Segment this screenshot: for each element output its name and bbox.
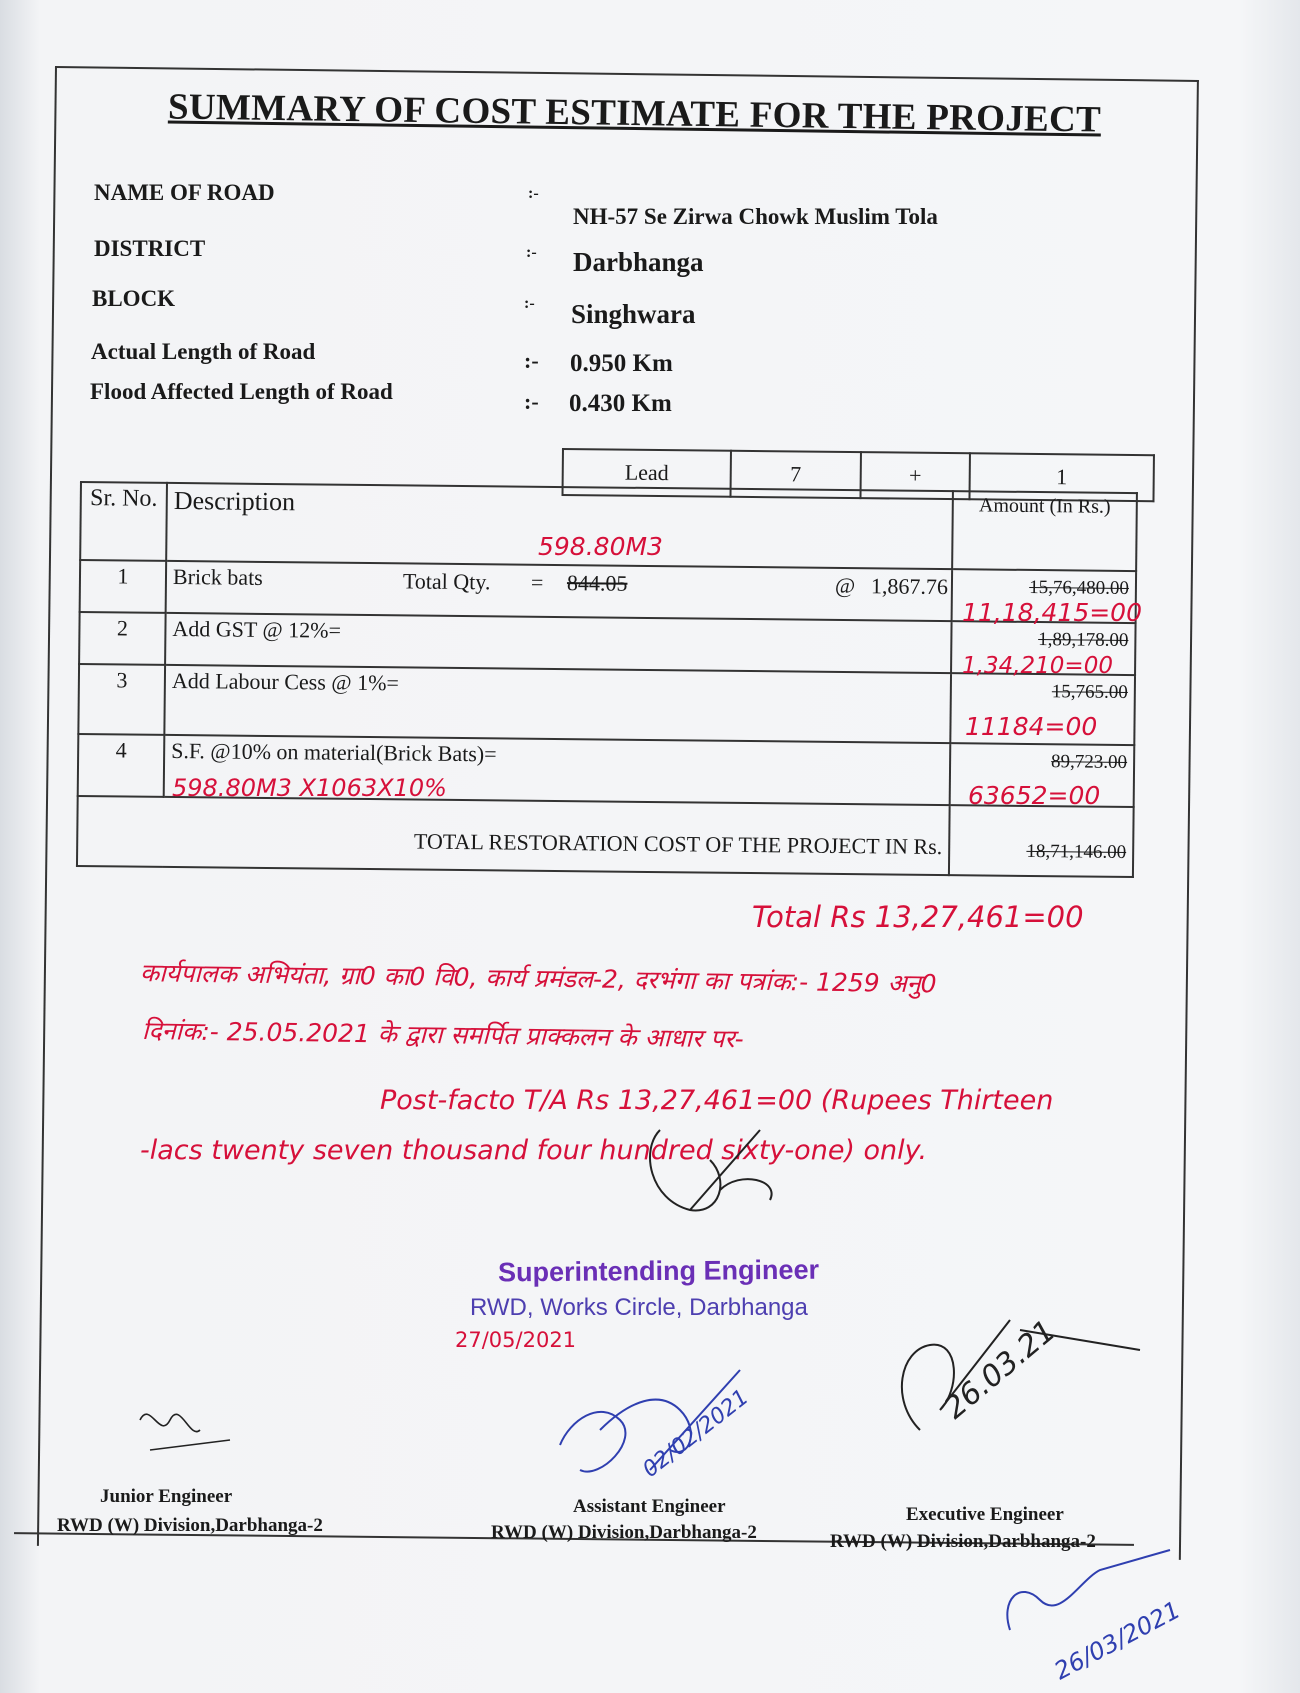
value-district: Darbhanga (573, 247, 704, 277)
lead-value: 7 (730, 451, 860, 498)
assistant-engineer-title: Assistant Engineer (573, 1496, 726, 1517)
qty-value: 844.05 (566, 570, 628, 596)
document-title: SUMMARY OF COST ESTIMATE FOR THE PROJECT (167, 86, 1102, 141)
label-block: BLOCK (92, 286, 176, 311)
total-label: TOTAL RESTORATION COST OF THE PROJECT IN Rs. (77, 796, 950, 875)
ee-signature-date: 26.03.21 (937, 1313, 1063, 1427)
separator: :- (524, 348, 539, 373)
je-signature (140, 1414, 230, 1450)
header-amount: Amount (In Rs.) (952, 491, 1137, 571)
header-sr-no: Sr. No. (80, 482, 167, 561)
value-actual-length: 0.950 Km (570, 350, 673, 377)
row-amount: 1,89,178.00 (1038, 629, 1129, 651)
label-actual-length: Actual Length of Road (91, 339, 316, 364)
assistant-engineer-division: RWD (W) Division,Darbhanga-2 (491, 1522, 757, 1543)
junior-engineer-title: Junior Engineer (100, 1486, 233, 1507)
qty-equals: = (530, 569, 544, 595)
handwritten-note-line3: Post-facto T/A Rs 13,27,461=00 (Rupees Thirteen (380, 1085, 1054, 1116)
row-description: Add GST @ 12%= (165, 613, 952, 673)
handwritten-amount-2: 1,34,210=00 (962, 653, 1113, 679)
lead-plus: + (860, 452, 969, 499)
handwritten-sf-calc: 598.80M3 X1063X10% (172, 774, 447, 802)
stamp-title: Superintending Engineer (497, 1254, 820, 1288)
row-sr: 3 (78, 664, 165, 735)
row-sr: 2 (79, 612, 166, 665)
executive-engineer-title: Executive Engineer (906, 1504, 1064, 1525)
executive-engineer-division: RWD (W) Division,Darbhanga-2 (830, 1531, 1096, 1552)
handwritten-amount-1: 11,18,415=00 (962, 598, 1142, 627)
stamp-office: RWD, Works Circle, Darbhanga (470, 1294, 808, 1321)
lead-label: Lead (563, 449, 731, 497)
row-description: S.F. @10% on material(Brick Bats)= (164, 735, 951, 805)
separator: :- (526, 244, 537, 261)
value-road-name: NH-57 Se Zirwa Chowk Muslim Tola (573, 204, 938, 229)
row-sr: 1 (80, 560, 167, 613)
label-district: DISTRICT (94, 236, 206, 261)
junior-engineer-division: RWD (W) Division,Darbhanga-2 (57, 1515, 323, 1536)
qty-label: Total Qty. (402, 568, 491, 595)
label-flood-length: Flood Affected Length of Road (90, 379, 393, 404)
separator: :- (524, 295, 535, 312)
rate-at: @ (834, 572, 856, 599)
handwritten-note-line1: कार्यपालक अभियंता, ग्रा0 का0 वि0, कार्य प्रमंडल-2, दरभंगा का पत्रांक:- 1259 अनु0 (139, 958, 937, 999)
handwritten-note-line2: दिनांक:- 25.05.2021 के द्वारा समर्पित प्राक्कलन के आधार पर- (141, 1016, 744, 1054)
row-amount: 89,723.00 (1051, 751, 1128, 773)
ae-signature (560, 1370, 754, 1483)
separator: :- (528, 185, 539, 202)
row-amount: 15,76,480.00 (1029, 576, 1130, 599)
separator: :- (524, 389, 539, 414)
lead-extra: 1 (969, 453, 1153, 501)
ae-signature-date: 02/02/2021 (638, 1384, 754, 1483)
bottom-signature-date: 26/03/2021 (1049, 1595, 1185, 1686)
row-description: Brick bats (172, 563, 263, 590)
rate-value: 1,867.76 (870, 573, 949, 600)
handwritten-amount-3: 11184=00 (965, 712, 1098, 741)
header-description: Description (166, 483, 953, 569)
label-road-name: NAME OF ROAD (94, 180, 275, 205)
handwritten-note-line4: -lacs twenty seven thousand four hundred sixty-one) only. (140, 1135, 928, 1166)
ee-signature (902, 1313, 1140, 1430)
row-description: Add Labour Cess @ 1%= (164, 665, 951, 743)
total-amount: 18,71,146.00 (1026, 840, 1127, 863)
bottom-signature (1007, 1550, 1185, 1685)
se-signature (650, 1130, 772, 1210)
row-sr: 4 (78, 734, 165, 797)
value-flood-length: 0.430 Km (569, 390, 672, 417)
handwritten-amount-4: 63652=00 (968, 781, 1101, 810)
handwritten-total: Total Rs 13,27,461=00 (752, 900, 1084, 934)
row-amount: 15,765.00 (1051, 681, 1128, 703)
handwritten-qty: 598.80M3 (538, 532, 663, 561)
handwritten-stamp-date: 27/05/2021 (455, 1328, 577, 1352)
value-block: Singhwara (571, 299, 696, 329)
